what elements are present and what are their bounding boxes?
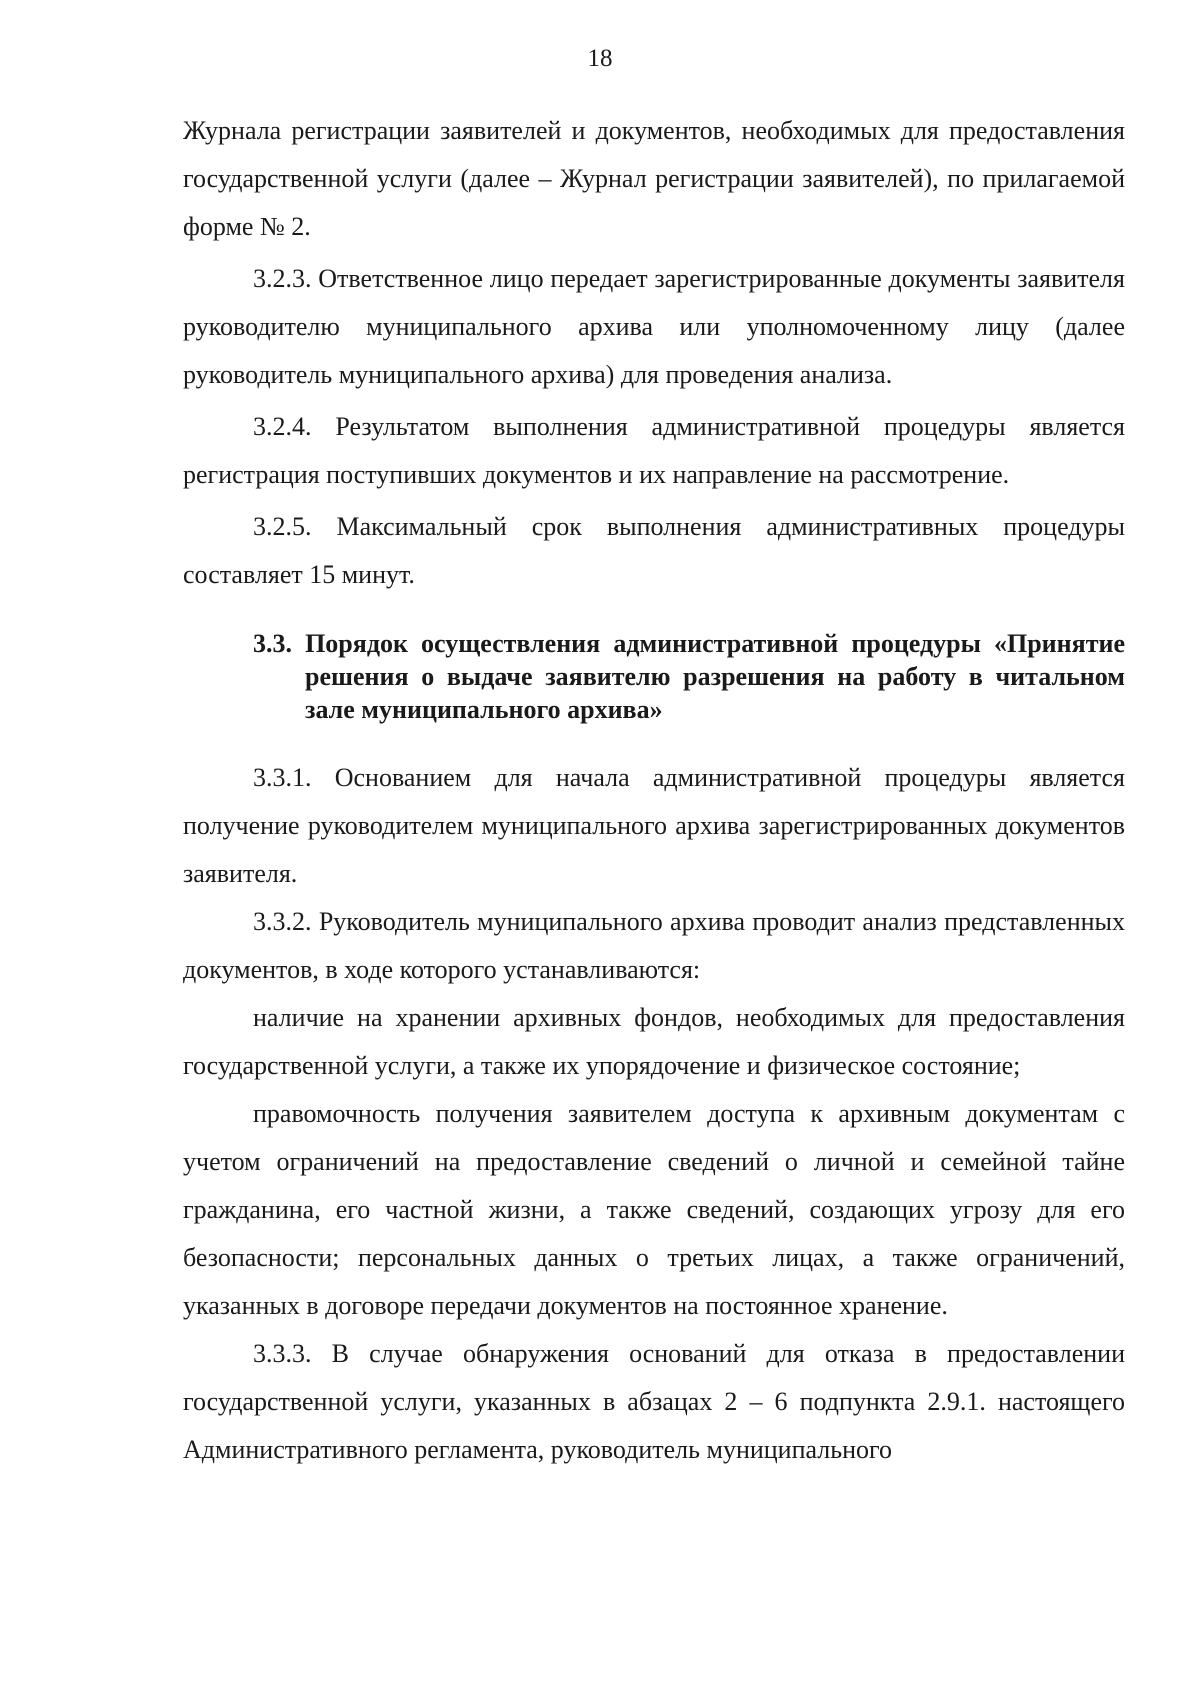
paragraph-3-2-4: 3.2.4. Результатом выполнения административной процедуры является регистрация поступивших документов и их направление на рассмотрение. bbox=[183, 412, 1125, 489]
paragraph-3-3-1: 3.3.1. Основанием для начала административной процедуры является получение руководителем муниципального архива зарегистрированных документов заявителя. bbox=[183, 763, 1125, 888]
paragraph-3-2-5: 3.2.5. Максимальный срок выполнения административных процедуры составляет 15 минут. bbox=[183, 512, 1125, 589]
paragraph-3-2-3: 3.2.3. Ответственное лицо передает зарегистрированные документы заявителя руководителю муниципального архива или уполномоченному лицу (далее руководитель муниципального архива) для проведения анализа. bbox=[183, 264, 1125, 389]
paragraph-list-item: наличие на хранении архивных фондов, необходимых для предоставления государственной услуги, а также их упорядочение и физическое состояние; bbox=[183, 1003, 1125, 1080]
paragraph-3-3-2: 3.3.2. Руководитель муниципального архива проводит анализ представленных документов, в ходе которого устанавливаются: bbox=[183, 907, 1125, 984]
paragraph-3-3-3: 3.3.3. В случае обнаружения оснований для отказа в предоставлении государственной услуги, указанных в абзацах 2 – 6 подпункта 2.9.1. настоящего Административного регламента, руководитель муниципального bbox=[183, 1339, 1125, 1464]
document-body bbox=[183, 107, 1125, 1474]
page-number: 18 bbox=[587, 45, 613, 72]
section-heading-3-3: 3.3. Порядок осуществления административной процедуры «Принятие решения о выдаче заявителю разрешения на работу в читальном зале муниципального архива» bbox=[253, 629, 1125, 724]
paragraph: Журнала регистрации заявителей и документов, необходимых для предоставления государственной услуги (далее – Журнал регистрации заявителей), по прилагаемой форме № 2. bbox=[183, 116, 1125, 241]
paragraph-list-item: правомочность получения заявителем доступа к архивным документам с учетом ограничений на предоставление сведений о личной и семейной тайне гражданина, его частной жизни, а также сведений, создающих угрозу для его безопасности; персональных данных о третьих лицах, а также ограничений, указанных в договоре передачи документов на постоянное хранение. bbox=[183, 1099, 1125, 1320]
